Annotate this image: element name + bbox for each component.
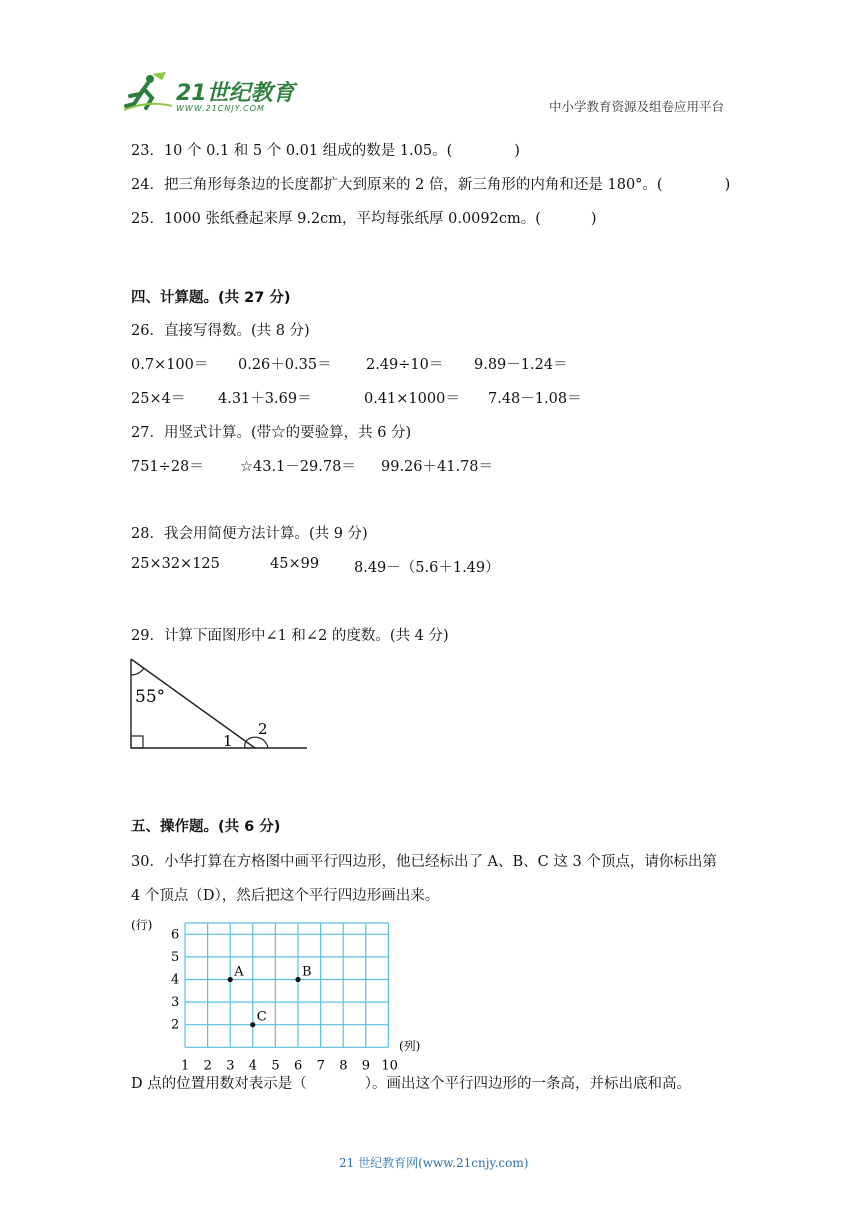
- grid-tick-labels: [171, 927, 398, 1073]
- q28-item1: 25×32×125: [131, 556, 220, 572]
- question-24: [131, 173, 730, 194]
- q27-item3: 99.26＋41.78＝: [381, 459, 494, 475]
- logo-text: 21世纪教育: [176, 81, 295, 106]
- question-30-answer-line: D 点的位置用数对表示是（ ）。画出这个平行四边形的一条高，并标出底和高。: [131, 1076, 691, 1092]
- point-c: [250, 1022, 255, 1027]
- x-tick-label: 5: [271, 1058, 280, 1074]
- y-tick-label: 6: [171, 927, 180, 943]
- y-tick-label: 4: [171, 972, 180, 988]
- angle-2-arc: [246, 737, 268, 748]
- angle-1-arc: [245, 741, 246, 748]
- x-tick-label: 1: [181, 1058, 190, 1074]
- angle-55-label: 55°: [135, 687, 166, 707]
- triangle-figure: [125, 655, 315, 755]
- x-tick-label: 3: [226, 1058, 235, 1074]
- question-23: [131, 139, 520, 160]
- y-tick-label: 5: [171, 949, 180, 965]
- question-28-title: 28．我会用简便方法计算。(共 9 分): [131, 526, 368, 542]
- grid-points: [228, 965, 312, 1028]
- runner-logo-icon: [122, 70, 174, 114]
- question-29-title: 29．计算下面图形中∠1 和∠2 的度数。(共 4 分): [131, 628, 449, 644]
- q27-item1: 751÷28＝: [131, 459, 204, 475]
- q26-row2-item3: 0.41×1000＝: [364, 391, 460, 407]
- point-a: [228, 977, 233, 982]
- question-25-close: ): [590, 211, 597, 227]
- q26-row1-item2: 0.26＋0.35＝: [238, 357, 332, 373]
- footer-text: 21 世纪教育网(www.21cnjy.com): [339, 1156, 529, 1170]
- q26-row2-item1: 25×4＝: [131, 391, 186, 407]
- row-axis-label: (行): [131, 918, 153, 932]
- section-5-title: 五、操作题。(共 6 分): [131, 819, 281, 835]
- grid-lines: [185, 923, 388, 1047]
- x-tick-label: 8: [339, 1058, 348, 1074]
- point-label-a: A: [234, 964, 244, 980]
- column-axis-label: (列): [399, 1039, 421, 1053]
- question-30-line2: 4 个顶点（D），然后把这个平行四边形画出来。: [131, 888, 440, 904]
- question-23-text: 23．10 个 0.1 和 5 个 0.01 组成的数是 1.05。(: [131, 143, 453, 159]
- question-24-text: 24．把三角形每条边的长度都扩大到原来的 2 倍，新三角形的内角和还是 180°。(: [131, 177, 663, 193]
- angle-2-label: 2: [258, 720, 268, 738]
- angle-1-label: 1: [223, 732, 233, 750]
- x-tick-label: 4: [248, 1058, 258, 1074]
- x-tick-label: 9: [361, 1058, 371, 1074]
- question-26-title: 26．直接写得数。(共 8 分): [131, 323, 310, 339]
- angle-55-arc: [131, 668, 144, 675]
- q28-item2: 45×99: [270, 556, 320, 572]
- y-tick-label: 2: [171, 1017, 180, 1033]
- q26-row2-item2: 4.31＋3.69＝: [218, 391, 312, 407]
- question-25: [131, 207, 597, 228]
- x-tick-label: 2: [203, 1058, 212, 1074]
- q28-item3: 8.49－（5.6＋1.49）: [354, 560, 500, 576]
- question-24-close: ): [724, 177, 731, 193]
- y-tick-label: 3: [171, 995, 180, 1011]
- point-label-b: B: [302, 964, 312, 980]
- right-angle-mark: [131, 736, 143, 748]
- header-logo: [122, 70, 295, 114]
- q26-row1-item3: 2.49÷10＝: [366, 357, 444, 373]
- logo-url: WWW.21CNJY.COM: [176, 104, 265, 113]
- x-tick-label: 6: [294, 1058, 303, 1074]
- question-30-line1: 30．小华打算在方格图中画平行四边形，他已经标出了 A、B、C 这 3 个顶点，请你标出第: [131, 854, 717, 870]
- q26-row1-item1: 0.7×100＝: [131, 357, 209, 373]
- x-tick-label: 10: [381, 1058, 398, 1074]
- q26-row1-item4: 9.89－1.24＝: [474, 357, 568, 373]
- question-27-title: 27．用竖式计算。(带☆的要验算，共 6 分): [131, 425, 412, 441]
- question-25-text: 25．1000 张纸叠起来厚 9.2cm，平均每张纸厚 0.0092cm。(: [131, 211, 541, 227]
- question-23-close: ): [514, 143, 520, 159]
- x-tick-label: 7: [316, 1058, 325, 1074]
- coordinate-grid: [125, 913, 445, 1074]
- q27-item2: ☆43.1－29.78＝: [240, 459, 356, 475]
- point-label-c: C: [256, 1009, 267, 1025]
- header-right-text: 中小学教育资源及组卷应用平台: [549, 99, 725, 114]
- section-4-title: 四、计算题。(共 27 分): [131, 290, 291, 306]
- point-b: [295, 977, 300, 982]
- q26-row2-item4: 7.48－1.08＝: [488, 391, 582, 407]
